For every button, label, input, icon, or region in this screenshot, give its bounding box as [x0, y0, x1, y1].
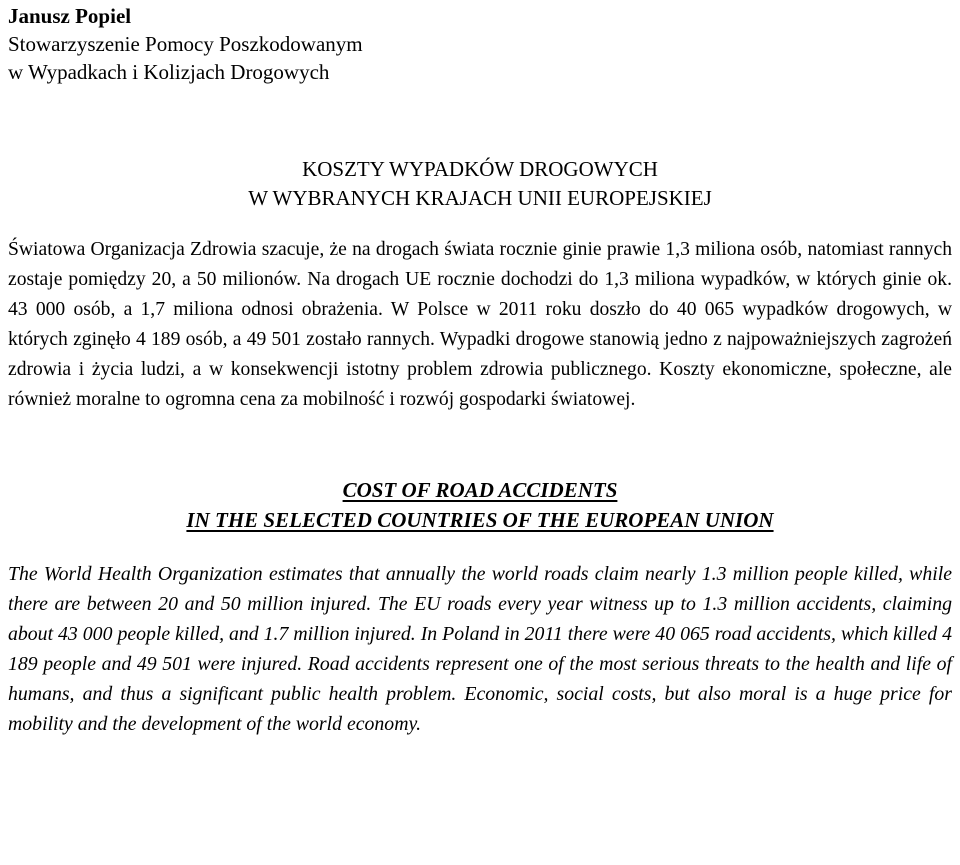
english-title-line-2: IN THE SELECTED COUNTRIES OF THE EUROPEAN UNION: [186, 508, 774, 532]
author-name: Janusz Popiel: [8, 4, 132, 28]
polish-title-line-2: W WYBRANYCH KRAJACH UNII EUROPEJSKIEJ: [248, 186, 712, 210]
polish-abstract: Światowa Organizacja Zdrowia szacuje, że na drogach świata rocznie ginie prawie 1,3 miliona osób, natomiast rannych zostaje pomiędzy 20, a 50 milionów. Na drogach UE rocznie dochodzi do 1,3 miliona wypadków, w których ginie ok. 43 000 osób, a 1,7 miliona odnosi obrażenia. W Polsce w 2011 roku doszło do 40 065 wypadków drogowych, w których zginęło 4 189 osób, a 49 501 zostało rannych. Wypadki drogowe stanowią jedno z najpoważniejszych zagrożeń zdrowia i życia ludzi, a w konsekwencji istotny problem zdrowia publicznego. Koszty ekonomiczne, społeczne, ale również moralne to ogromna cena za mobilność i rozwój gospodarki światowej.: [8, 239, 952, 410]
polish-title: [8, 155, 952, 213]
organization-line-2: w Wypadkach i Kolizjach Drogowych: [8, 60, 330, 84]
english-title: [8, 475, 952, 535]
english-abstract: The World Health Organization estimates that annually the world roads claim nearly 1.3 million people killed, while there are between 20 and 50 million injured. The EU roads every year witness up to 1.3 million accidents, claiming about 43 000 people killed, and 1.7 million injured. In Poland in 2011 there were 40 065 road accidents, which killed 4 189 people and 49 501 were injured. Road accidents represent one of the most serious threats to the health and life of humans, and thus a significant public health problem. Economic, social costs, but also moral is a huge price for mobility and the development of the world economy.: [8, 563, 952, 735]
author-block: [8, 2, 952, 86]
polish-title-line-1: KOSZTY WYPADKÓW DROGOWYCH: [302, 157, 658, 181]
english-title-line-1: COST OF ROAD ACCIDENTS: [342, 478, 618, 502]
organization-line-1: Stowarzyszenie Pomocy Poszkodowanym: [8, 32, 363, 56]
